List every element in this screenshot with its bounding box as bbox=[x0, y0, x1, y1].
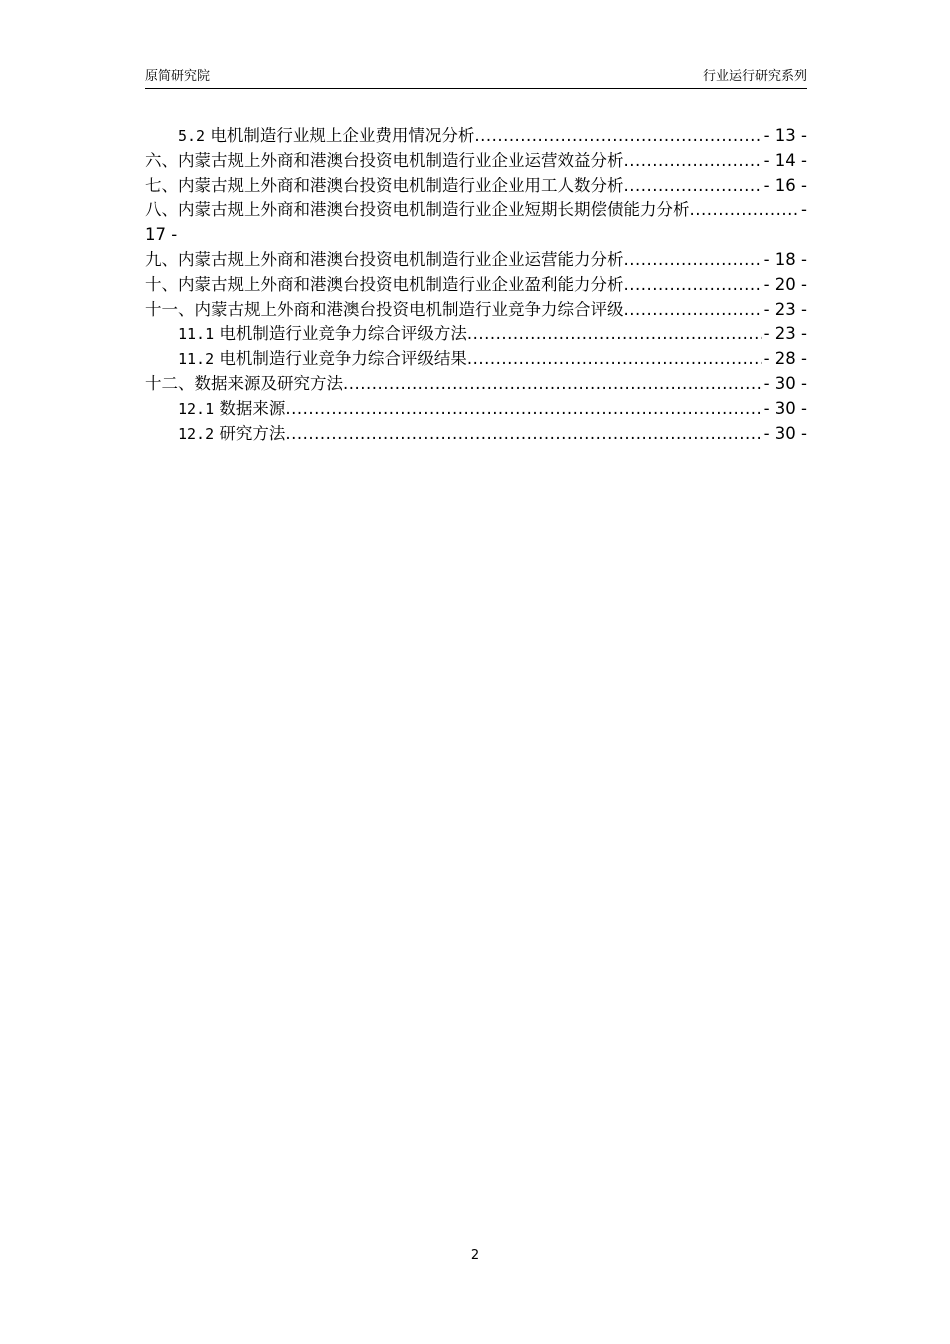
toc-entry-title: 11.2 电机制造行业竞争力综合评级结果 bbox=[178, 349, 467, 369]
toc-entry-title: 十二、数据来源及研究方法 bbox=[145, 373, 343, 393]
toc-entry-page: - 14 - bbox=[763, 150, 807, 170]
toc-entry-page: - 30 - bbox=[763, 398, 807, 418]
toc-entry-page: - 20 - bbox=[763, 274, 807, 294]
toc-entry-title: 12.2 研究方法 bbox=[178, 423, 286, 443]
toc-entry[interactable] bbox=[145, 322, 807, 347]
toc-entry-title: 5.2 电机制造行业规上企业费用情况分析 bbox=[178, 126, 475, 145]
toc-entry-title: 八、内蒙古规上外商和港澳台投资电机制造行业企业短期长期偿债能力分析 bbox=[145, 200, 690, 220]
toc-entry[interactable] bbox=[145, 273, 807, 298]
toc-entry-title: 十、内蒙古规上外商和港澳台投资电机制造行业企业盈利能力分析 bbox=[145, 274, 624, 294]
toc-leader-dots bbox=[474, 124, 761, 149]
toc-entry-title: 九、内蒙古规上外商和港澳台投资电机制造行业企业运营能力分析 bbox=[145, 249, 624, 269]
toc-leader-dots bbox=[624, 298, 762, 323]
toc-leader-dots bbox=[624, 149, 762, 174]
toc-entry-title: 11.1 电机制造行业竞争力综合评级方法 bbox=[178, 324, 467, 344]
header-organization: 原简研究院 bbox=[145, 69, 211, 84]
toc-leader-dots bbox=[624, 174, 762, 199]
toc-entry[interactable] bbox=[145, 198, 807, 248]
toc-entry-page: - 23 - bbox=[763, 324, 807, 344]
toc-entry-title: 12.1 数据来源 bbox=[178, 398, 286, 418]
toc-entry-number: 12.1 bbox=[178, 399, 215, 418]
toc-leader-dots bbox=[285, 397, 761, 422]
toc-entry[interactable] bbox=[145, 248, 807, 273]
page-header bbox=[145, 68, 807, 89]
header-series-title: 行业运行研究系列 bbox=[702, 69, 807, 84]
toc-entry[interactable] bbox=[145, 174, 807, 199]
toc-entry-page: - 28 - bbox=[763, 349, 807, 369]
toc-leader-dots bbox=[690, 198, 800, 223]
toc-entry-page-part1: - bbox=[801, 200, 807, 220]
toc-entry-page: - 18 - bbox=[763, 249, 807, 269]
toc-entry[interactable] bbox=[145, 422, 807, 447]
toc-leader-dots bbox=[285, 422, 761, 447]
toc-leader-dots bbox=[343, 372, 762, 397]
toc-entry[interactable] bbox=[145, 397, 807, 422]
toc-entry[interactable] bbox=[145, 372, 807, 397]
table-of-contents bbox=[145, 124, 807, 446]
toc-entry-title: 十一、内蒙古规上外商和港澳台投资电机制造行业竞争力综合评级 bbox=[145, 299, 624, 319]
toc-leader-dots bbox=[624, 273, 762, 298]
toc-entry[interactable] bbox=[145, 347, 807, 372]
toc-entry-number: 5.2 bbox=[178, 127, 206, 145]
toc-entry-page-part2: 17 - bbox=[145, 225, 178, 245]
toc-entry-number: 11.2 bbox=[178, 350, 215, 369]
toc-entry-page: - 23 - bbox=[763, 299, 807, 319]
toc-entry[interactable] bbox=[145, 149, 807, 174]
toc-entry-page: - 16 - bbox=[763, 175, 807, 195]
toc-entry-title: 七、内蒙古规上外商和港澳台投资电机制造行业企业用工人数分析 bbox=[145, 175, 624, 195]
toc-leader-dots bbox=[624, 248, 762, 273]
toc-entry[interactable] bbox=[145, 298, 807, 323]
toc-entry[interactable] bbox=[145, 124, 807, 149]
toc-entry-title: 六、内蒙古规上外商和港澳台投资电机制造行业企业运营效益分析 bbox=[145, 150, 624, 170]
toc-entry-number: 11.1 bbox=[178, 325, 215, 344]
toc-entry-page: - 13 - bbox=[763, 126, 807, 145]
toc-entry-page: - 30 - bbox=[763, 373, 807, 393]
toc-entry-page: - 30 - bbox=[763, 423, 807, 443]
toc-leader-dots bbox=[467, 347, 762, 372]
toc-leader-dots bbox=[467, 322, 762, 347]
page-number: 2 bbox=[470, 1248, 480, 1263]
toc-entry-number: 12.2 bbox=[178, 424, 215, 443]
